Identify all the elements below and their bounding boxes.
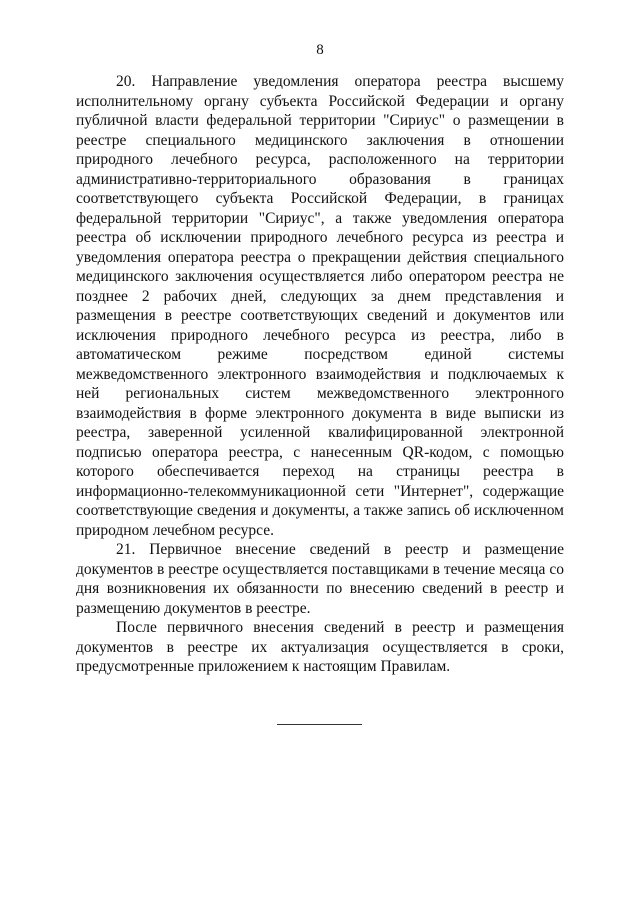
- paragraph-20: 20. Направление уведомления оператора реестра высшему исполнительному органу субъекта Российской Федерации и органу публичной власти федеральной территории "Сириус" о размещении в реестре специального медицинского заключения в отношении природного лечебного ресурса, расположенного на территории административно-территориального образования в границах соответствующего субъекта Российской Федерации, в границах федеральной территории "Сириус", а также уведомления оператора реестра об исключении природного лечебного ресурса из реестра и уведомления оператора реестра о прекращении действия специального медицинского заключения осуществляется либо оператором реестра не позднее 2 рабочих дней, следующих за днем представления и размещения в реестре соответствующих сведений и документов или исключения природного лечебного ресурса из реестра, либо в автоматическом режиме посредством единой системы межведомственного электронного взаимодействия и подключаемых к ней региональных систем межведомственного электронного взаимодействия в форме электронного документа в виде выписки из реестра, заверенной усиленной квалифицированной электронной подписью оператора реестра, с нанесенным QR-кодом, с помощью которого обеспечивается переход на страницы реестра в информационно-телекоммуникационной сети "Интернет", содержащие соответствующие сведения и документы, а также запись об исключенном природном лечебном ресурсе.: [76, 73, 564, 539]
- page-number: 8: [316, 42, 324, 58]
- paragraph-actualization: После первичного внесения сведений в реестр и размещения документов в реестре их актуализация осуществляется в сроки, предусмотренные приложением к настоящим Правилам.: [76, 619, 564, 675]
- document-body: [76, 72, 564, 677]
- paragraph-21: 21. Первичное внесение сведений в реестр и размещение документов в реестре осуществляется поставщиками в течение месяца со дня возникновения их обязанности по внесению сведений в реестр и размещению документов в реестре.: [76, 541, 564, 617]
- end-of-document-rule: [277, 724, 362, 725]
